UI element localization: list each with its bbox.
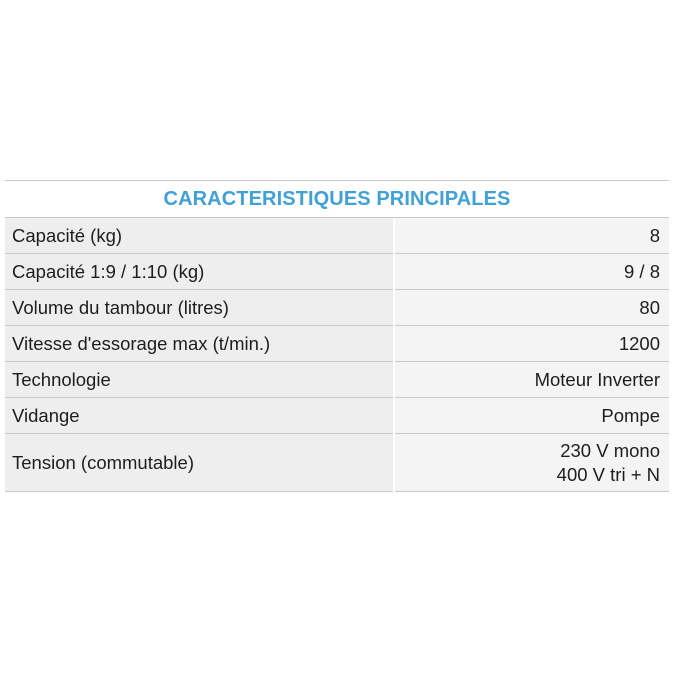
spec-value: 1200 bbox=[394, 326, 669, 362]
spec-value-line: 230 V mono bbox=[560, 439, 660, 461]
spec-table-container bbox=[5, 180, 669, 492]
spec-label: Capacité (kg) bbox=[5, 218, 394, 254]
table-row bbox=[5, 218, 669, 254]
spec-label: Vitesse d'essorage max (t/min.) bbox=[5, 326, 394, 362]
spec-value: Moteur Inverter bbox=[394, 362, 669, 398]
table-row bbox=[5, 362, 669, 398]
spec-label: Technologie bbox=[5, 362, 394, 398]
table-row bbox=[5, 290, 669, 326]
spec-value-line: 400 V tri + N bbox=[556, 463, 660, 485]
table-row bbox=[5, 434, 669, 492]
table-row bbox=[5, 398, 669, 434]
spec-table-title: CARACTERISTIQUES PRINCIPALES bbox=[5, 180, 669, 218]
spec-table bbox=[5, 218, 669, 492]
spec-label: Vidange bbox=[5, 398, 394, 434]
spec-value: 9 / 8 bbox=[394, 254, 669, 290]
table-row bbox=[5, 254, 669, 290]
spec-label: Volume du tambour (litres) bbox=[5, 290, 394, 326]
spec-value bbox=[394, 434, 669, 492]
spec-value: 8 bbox=[394, 218, 669, 254]
table-row bbox=[5, 326, 669, 362]
spec-label: Tension (commutable) bbox=[5, 434, 394, 492]
spec-label: Capacité 1:9 / 1:10 (kg) bbox=[5, 254, 394, 290]
spec-value: Pompe bbox=[394, 398, 669, 434]
spec-value: 80 bbox=[394, 290, 669, 326]
